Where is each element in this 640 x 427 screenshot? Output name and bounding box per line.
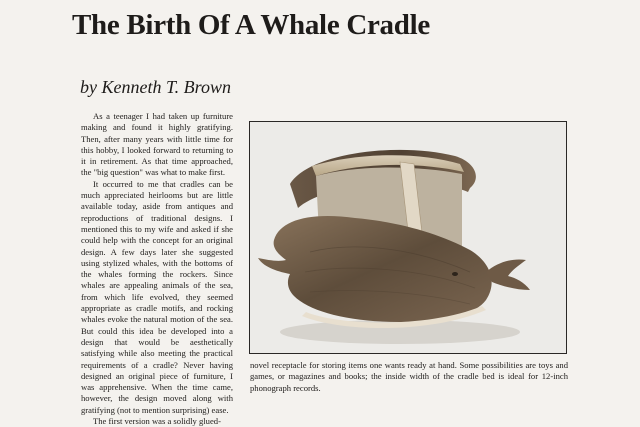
- whale-eye: [452, 272, 458, 276]
- body-paragraph: It occurred to me that cradles can be much appreciated heirlooms but are little available today, aside from antiques and reproductions of traditional designs. I mentioned this to my wife and asked if she could help with the concept for an original design. A few days later she suggested using stylized whales, with the bottoms of the whales forming the rockers. Since whales are appealing animals of the sea, from which life evolved, they seemed appropriate as cradle motifs, and rocking whales evoke the natural motion of the sea. But could this idea be developed into a design that would be aesthetically satisfying while also meeting the practical requirements of a cradle? Never having designed an original piece of furniture, I was apprehensive. When the time came, however, the design moved along with gratifying (not to mention surprising) ease.: [81, 178, 233, 415]
- article-title: The Birth Of A Whale Cradle: [72, 9, 430, 41]
- article-body-column: [81, 111, 233, 427]
- article-continuation-text: novel receptacle for storing items one wants ready at hand. Some possibilities are toys and games, or magazines and books; the inside width of the cradle bed is ideal for 12-inch phonograph records.: [250, 360, 568, 393]
- whale-cradle-illustration: [250, 122, 566, 353]
- whale-tail-fin: [486, 260, 530, 291]
- whale-cradle-photo: [249, 121, 567, 354]
- article-byline: by Kenneth T. Brown: [80, 77, 231, 97]
- body-paragraph: The first version was a solidly glued-: [93, 416, 221, 427]
- body-paragraph: As a teenager I had taken up furniture making and found it highly gratifying. Then, after many years with little time for this hobby, I looked forward to returning to it in retirement. As that time approached, the "big question" was what to make first.: [81, 111, 233, 178]
